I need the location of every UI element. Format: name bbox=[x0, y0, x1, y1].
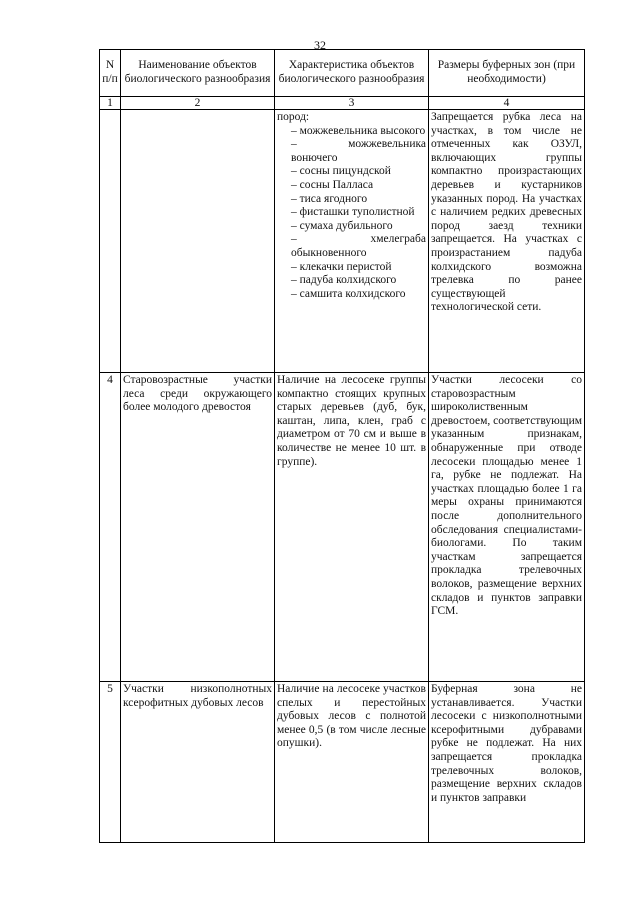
list-item: – фисташки туполистной bbox=[291, 206, 415, 219]
list-item: – тиса ягодного bbox=[291, 192, 368, 205]
column-number: 3 bbox=[275, 97, 429, 110]
characteristic-intro: пород: bbox=[277, 111, 310, 123]
biodiversity-table bbox=[99, 49, 585, 843]
row-number: 4 bbox=[100, 373, 121, 682]
table-row bbox=[100, 373, 585, 682]
list-item: – самшита колхидского bbox=[291, 287, 406, 300]
list-item: – сосны пицундской bbox=[291, 165, 391, 178]
table-header-row bbox=[100, 50, 585, 97]
object-characteristic: Наличие на лесосеке участков спелых и перестойных дубовых лесов с полнотой менее 0,5 (в том числе лесные опушки). bbox=[275, 682, 429, 843]
list-item: – клекачки перистой bbox=[291, 260, 392, 273]
buffer-zone: Участки лесосеки со старовозрастным широколиственным древостоем, соответствующим указанным признакам, обнаруженные при отводе лесосеки площадью менее 1 га, рубке не подлежат. На участках площадью более 1 га меры охраны принимаются после дополнительного обследования специалистами-биологами. По таким участкам запрещается прокладка трелевочных волоков, размещение верхних складов и пунктов заправки ГСМ. bbox=[429, 373, 585, 682]
object-characteristic: Наличие на лесосеке группы компактно стоящих крупных старых деревьев (дуб, бук, каштан, липа, клен, граб с диаметром от 70 см и выше в количестве не менее 10 шт. в группе). bbox=[275, 373, 429, 682]
list-item: – можжевельника высокого bbox=[291, 124, 426, 137]
buffer-zone: Буферная зона не устанавливается. Участки лесосеки с низкополнотными ксерофитными дубравами рубке не подлежат. На них запрещается прокладка трелевочных волоков, размещение верхних складов и пунктов заправки bbox=[429, 682, 585, 843]
row-number: 5 bbox=[100, 682, 121, 843]
page-number: 32 bbox=[314, 38, 326, 52]
column-number-row bbox=[100, 97, 585, 110]
column-number: 2 bbox=[121, 97, 275, 110]
row-number bbox=[100, 110, 121, 373]
table-row bbox=[100, 682, 585, 843]
table-row bbox=[100, 110, 585, 373]
header-buffer: Размеры буферных зон (при необходимости) bbox=[429, 50, 585, 97]
list-item: – можжевельника вонючего bbox=[291, 138, 426, 164]
header-number: N п/п bbox=[100, 50, 121, 97]
header-characteristic: Характеристика объектов биологического разнообразия bbox=[275, 50, 429, 97]
object-name: Участки низкополнотных ксерофитных дубовых лесов bbox=[121, 682, 275, 843]
column-number: 1 bbox=[100, 97, 121, 110]
list-item: – сосны Палласа bbox=[291, 178, 374, 191]
object-name bbox=[121, 110, 275, 373]
column-number: 4 bbox=[429, 97, 585, 110]
buffer-zone: Запрещается рубка леса на участках, в том числе не отмеченных как ОЗУЛ, включающих группы компактно произрастающих деревьев и кустарников указанных пород. На участках с наличием редких древесных пород заезд техники запрещается. На участках с произрастанием падуба колхидского возможна трелевка по ранее существующей технологической сети. bbox=[429, 110, 585, 373]
object-characteristic bbox=[275, 110, 429, 373]
object-name: Старовозрастные участки леса среди окружающего более молодого древостоя bbox=[121, 373, 275, 682]
list-item: – хмелеграба обыкновенного bbox=[291, 233, 426, 259]
header-name: Наименование объектов биологического разнообразия bbox=[121, 50, 275, 97]
list-item: – падуба колхидского bbox=[291, 274, 397, 287]
list-item: – сумаха дубильного bbox=[291, 219, 393, 232]
